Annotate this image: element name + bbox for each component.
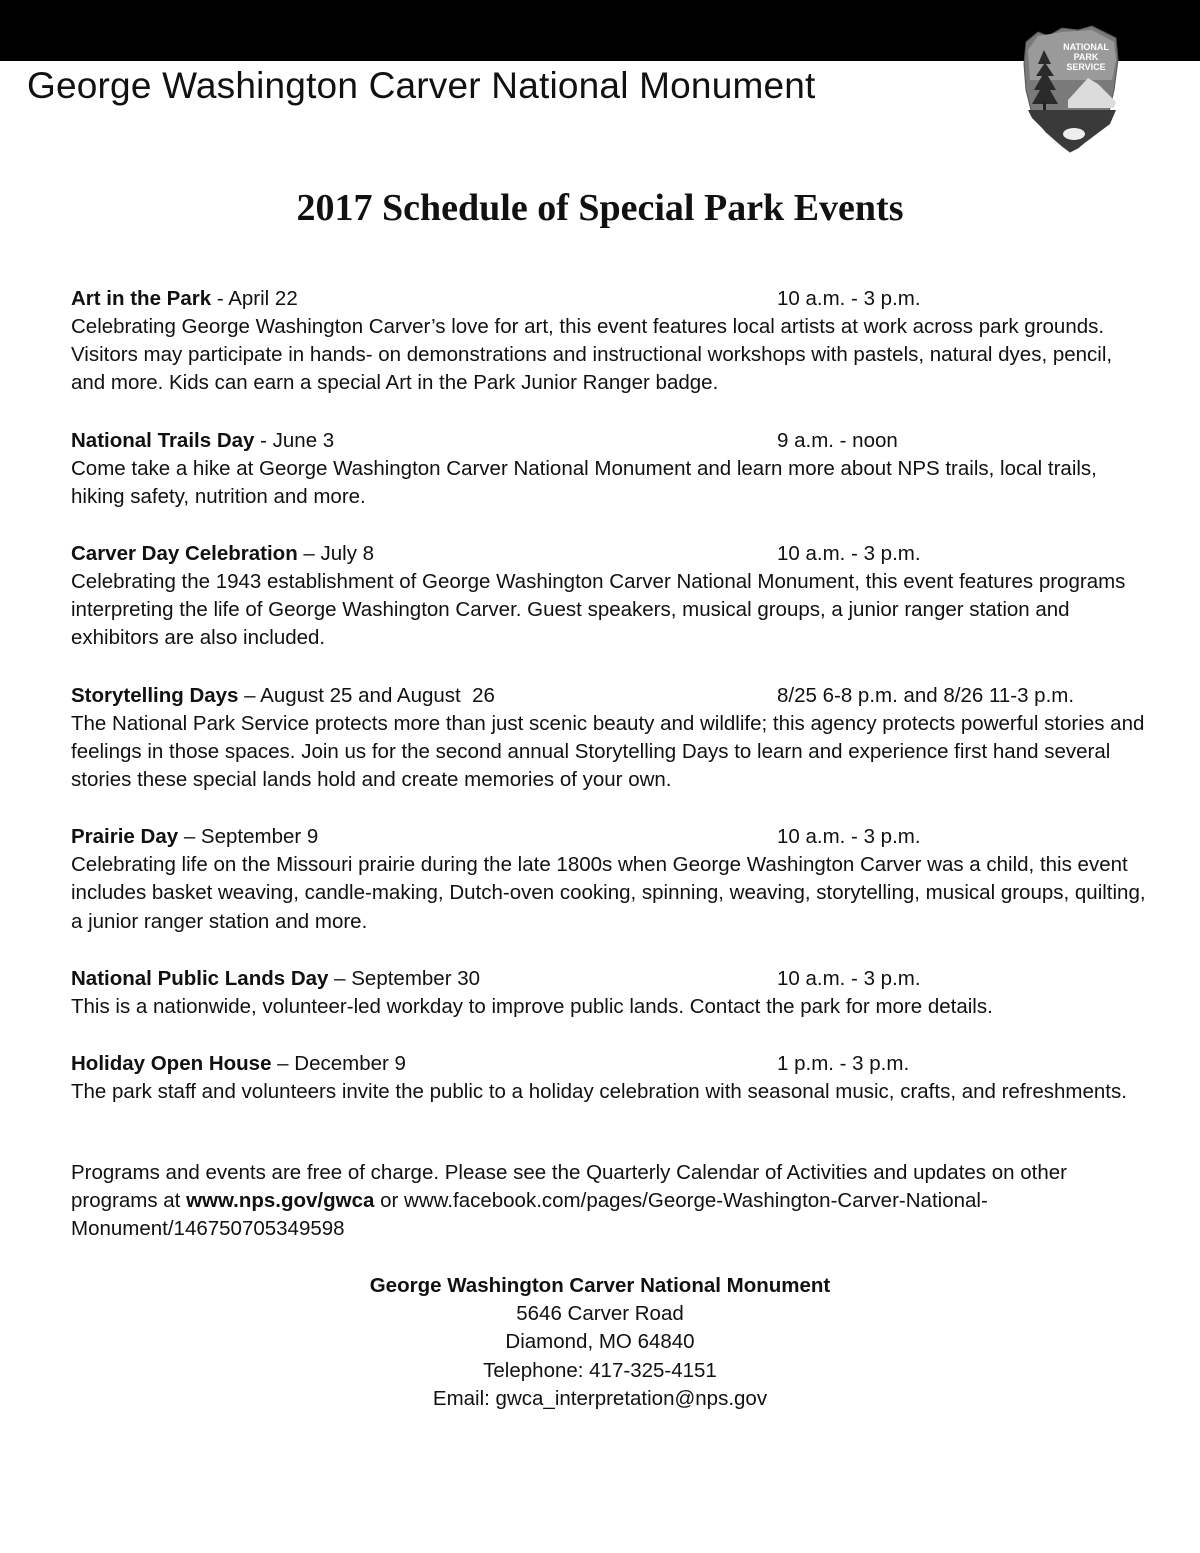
note-text-or: or	[374, 1189, 405, 1213]
event-name: National Public Lands Day	[71, 966, 329, 990]
event-name: Holiday Open House	[71, 1052, 272, 1076]
event-name: National Trails Day	[71, 428, 255, 452]
event-header	[71, 822, 1151, 851]
site-title: George Washington Carver National Monument	[27, 65, 816, 106]
event-date: April 22	[228, 287, 298, 310]
contact-email[interactable]: Email: gwca_interpretation@nps.gov	[432, 1386, 768, 1410]
event-header	[71, 539, 1151, 568]
event-separator: –	[271, 1052, 295, 1076]
event-description: Celebrating the 1943 establishment of George Washington Carver National Monument, this event features programs interpreting the life of George Washington Carver. Guest speakers, musical groups, a junior ranger station and exhibitors are also included.	[71, 570, 1126, 650]
event-description: The park staff and volunteers invite the public to a holiday celebration with seasonal music, crafts, and refreshments.	[71, 1080, 1127, 1104]
event-description: This is a nationwide, volunteer-led workday to improve public lands. Contact the park for more details.	[71, 994, 993, 1018]
event-item	[71, 964, 1151, 1021]
event-name: Carver Day Celebration	[71, 542, 298, 566]
event-time: 9 a.m. - noon	[777, 428, 898, 452]
event-item	[71, 426, 1151, 511]
contact-address: 5646 Carver Road	[516, 1302, 684, 1326]
event-date: June 3	[272, 428, 335, 452]
event-description: The National Park Service protects more than just scenic beauty and wildlife; this agency protects powerful stories and feelings in those spaces. Join us for the second annual Storytelling Days to learn and experience first hand several stories these special lands hold and create memories of your own.	[71, 711, 1145, 792]
event-time: 1 p.m. - 3 p.m.	[777, 1052, 910, 1076]
contact-phone: Telephone: 417-325-4151	[483, 1358, 717, 1382]
contact-block	[0, 1272, 1200, 1413]
svg-text:PARK: PARK	[1073, 52, 1099, 62]
event-item	[71, 539, 1151, 653]
event-header	[71, 284, 1151, 313]
event-header	[71, 1049, 1151, 1078]
event-separator: -	[254, 428, 273, 452]
event-separator: –	[328, 966, 352, 990]
event-separator: –	[178, 825, 201, 849]
event-item	[71, 284, 1151, 398]
event-description: Come take a hike at George Washington Carver National Monument and learn more about NPS trails, local trails, hiking safety, nutrition and more.	[71, 456, 1097, 508]
event-name: Prairie Day	[71, 825, 179, 849]
event-name: Storytelling Days	[71, 683, 239, 707]
facebook-link[interactable]: www.facebook.com/pages/George-Washington-Carver-National-Monument/146750705349598	[71, 1189, 988, 1241]
contact-org-name: George Washington Carver National Monument	[369, 1274, 831, 1297]
event-separator: -	[211, 287, 229, 310]
event-name: Art in the Park	[71, 287, 212, 310]
free-programs-note	[71, 1159, 1131, 1244]
svg-text:NATIONAL: NATIONAL	[1063, 42, 1109, 52]
event-date: September 9	[200, 825, 319, 849]
event-description: Celebrating George Washington Carver’s love for art, this event features local artists at work across park grounds. Visitors may participate in hands- on demonstrations and instructional workshops with pastels, natural dyes, pencil, and more. Kids can earn a special Art in the Park Junior Ranger badge.	[71, 315, 1113, 395]
event-item	[71, 681, 1151, 795]
event-time: 10 a.m. - 3 p.m.	[777, 966, 921, 990]
event-item	[71, 822, 1151, 936]
event-time: 10 a.m. - 3 p.m.	[777, 287, 921, 310]
nps-arrowhead-logo-icon	[1018, 20, 1124, 154]
event-header	[71, 681, 1151, 710]
event-date: July 8	[320, 542, 375, 566]
contact-city: Diamond, MO 64840	[505, 1330, 695, 1354]
event-date: August 25 and August 26	[260, 683, 495, 707]
note-text: Programs and events are free of charge. Please see the Quarterly Calendar of Activities and updates on other programs at	[71, 1161, 1067, 1213]
event-date: September 30	[351, 966, 481, 990]
document-title: 2017 Schedule of Special Park Events	[296, 187, 904, 229]
event-time: 10 a.m. - 3 p.m.	[777, 542, 921, 566]
event-time: 10 a.m. - 3 p.m.	[777, 825, 921, 849]
event-header	[71, 426, 1151, 455]
event-header	[71, 964, 1151, 993]
svg-text:SERVICE: SERVICE	[1066, 62, 1106, 72]
events-list	[71, 284, 1151, 1134]
event-description: Celebrating life on the Missouri prairie during the late 1800s when George Washington Carver was a child, this event includes basket weaving, candle-making, Dutch-oven cooking, spinning, weaving, storytelling, musical groups, quilting, a junior ranger station and more.	[71, 853, 1146, 933]
nps-website-link[interactable]: www.nps.gov/gwca	[186, 1189, 375, 1213]
event-date: December 9	[294, 1052, 406, 1076]
event-separator: –	[238, 683, 261, 707]
event-separator: –	[297, 542, 321, 566]
event-item	[71, 1049, 1151, 1106]
event-time: 8/25 6-8 p.m. and 8/26 11-3 p.m.	[777, 683, 1075, 707]
